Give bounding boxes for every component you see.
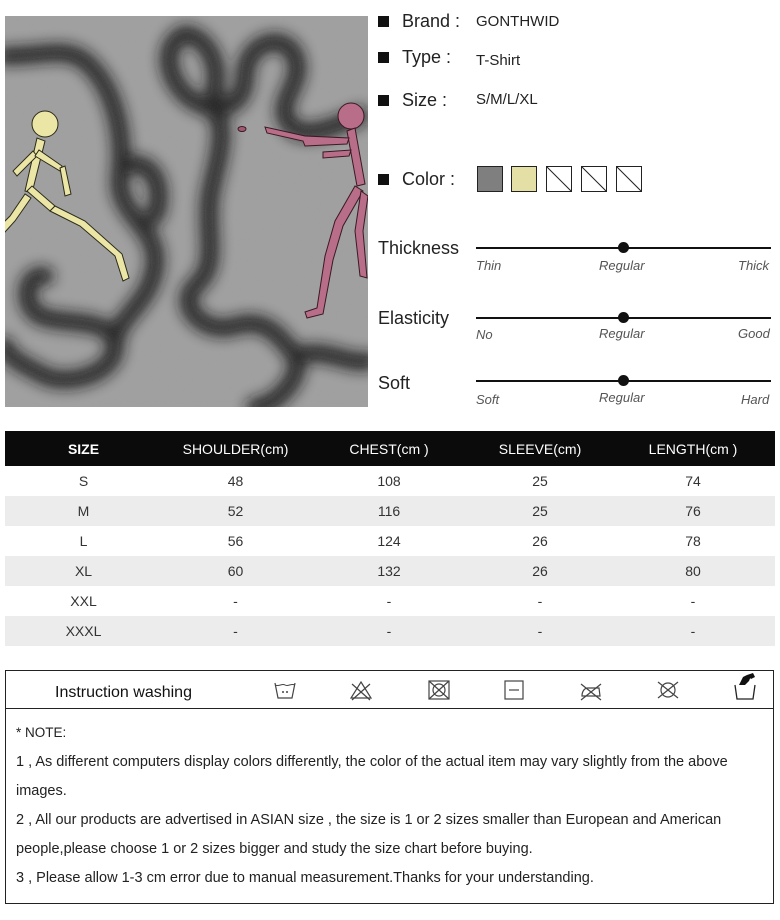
bullet-icon <box>378 95 389 106</box>
table-cell: 78 <box>685 533 701 549</box>
table-cell: 60 <box>162 556 309 586</box>
table-cell: 80 <box>611 556 775 586</box>
spec-brand <box>378 11 460 32</box>
table-cell: 25 <box>532 473 548 489</box>
header-chest: CHEST(cm ) <box>309 431 469 466</box>
line-dry-icon <box>502 678 526 702</box>
note-line-3: 3 , Please allow 1-3 cm error due to manual measurement.Thanks for your understanding. <box>16 870 594 886</box>
scale-right-tick: Good <box>738 326 770 341</box>
table-cell: 52 <box>162 496 309 526</box>
iron-low-icon <box>579 678 603 702</box>
note-line-1b: images. <box>16 783 67 799</box>
bullet-icon <box>378 52 389 63</box>
note-line-2: 2 , All our products are advertised in ASIAN size , the size is 1 or 2 sizes smaller than European and American <box>16 812 722 828</box>
type-value: T-Shirt <box>476 52 521 69</box>
table-cell: 76 <box>611 496 775 526</box>
color-swatch-empty[interactable] <box>546 166 572 192</box>
table-row <box>5 556 775 586</box>
table-cell: - <box>233 593 238 609</box>
scale-right-tick: Thick <box>738 258 770 273</box>
scale-marker <box>618 375 629 386</box>
size-chart-table <box>5 431 775 646</box>
spec-color <box>378 169 455 190</box>
do-not-tumble-dry-icon <box>427 678 451 702</box>
header-length: LENGTH(cm ) <box>611 431 775 466</box>
note-line-2b: people,please choose 1 or 2 sizes bigger and study the size chart before buying. <box>16 841 533 857</box>
table-cell: 74 <box>685 473 701 489</box>
table-cell: - <box>386 593 392 609</box>
table-cell: S <box>78 473 89 489</box>
table-cell: - <box>469 616 611 646</box>
scale-middle-tick: Regular <box>599 326 645 341</box>
table-row <box>5 526 775 556</box>
scale-marker <box>618 242 629 253</box>
color-swatch-empty[interactable] <box>616 166 642 192</box>
header-sleeve: SLEEVE(cm) <box>469 431 611 466</box>
scale-left-tick: Soft <box>476 392 500 407</box>
type-label: Type : <box>402 47 452 67</box>
brand-label: Brand : <box>402 11 461 31</box>
table-cell: XL <box>5 556 162 586</box>
do-not-dry-clean-icon <box>656 678 680 702</box>
table-row <box>5 616 775 646</box>
table-cell: L <box>79 533 88 549</box>
spec-size <box>378 90 447 111</box>
table-row <box>5 466 775 496</box>
product-specs <box>378 0 778 420</box>
bullet-icon <box>378 16 389 27</box>
header-shoulder: SHOULDER(cm) <box>162 431 309 466</box>
brand-value: GONTHWID <box>476 13 560 30</box>
table-cell: - <box>162 616 309 646</box>
notes-section <box>5 709 774 904</box>
table-cell: - <box>309 616 469 646</box>
soft-label: Soft <box>378 373 411 393</box>
table-header-row <box>5 431 775 466</box>
scale-middle-tick: Regular <box>599 390 645 405</box>
table-cell: 48 <box>227 473 244 489</box>
table-cell: 108 <box>377 473 401 489</box>
note-heading: * NOTE: <box>16 725 67 740</box>
table-cell: 26 <box>469 556 611 586</box>
elasticity-label: Elasticity <box>378 308 450 328</box>
hand-wash-30-icon <box>273 678 297 702</box>
color-label: Color : <box>402 169 456 189</box>
table-cell: 132 <box>309 556 469 586</box>
thickness-label: Thickness <box>378 238 460 258</box>
table-cell: 25 <box>469 496 611 526</box>
table-cell: XXL <box>70 593 97 609</box>
table-cell: 26 <box>532 533 548 549</box>
scale-middle-tick: Regular <box>599 258 645 273</box>
scale-left-tick: Thin <box>476 258 502 273</box>
note-line-1: 1 , As different computers display colors differently, the color of the actual item may vary slightly from the above <box>16 754 728 770</box>
table-cell: 124 <box>377 533 401 549</box>
table-row <box>5 496 775 526</box>
size-label: Size : <box>402 90 448 110</box>
washing-title: Instruction washing <box>55 684 192 701</box>
do-not-bleach-icon <box>349 678 373 702</box>
table-cell: M <box>5 496 162 526</box>
table-cell: - <box>611 616 775 646</box>
color-swatch-yellow[interactable] <box>511 166 537 192</box>
spec-type <box>378 47 451 68</box>
hand-wash-icon <box>733 673 757 701</box>
product-photo <box>5 16 368 407</box>
table-cell: 56 <box>227 533 244 549</box>
table-cell: 116 <box>309 496 469 526</box>
header-size: SIZE <box>5 431 162 466</box>
scale-left-tick: No <box>476 327 493 342</box>
table-cell: XXXL <box>5 616 162 646</box>
scale-right-tick: Hard <box>741 392 770 407</box>
washing-instructions <box>5 670 774 709</box>
color-swatch-gray[interactable] <box>477 166 503 192</box>
table-cell: - <box>690 593 696 609</box>
table-row <box>5 586 775 616</box>
size-value: S/M/L/XL <box>476 91 538 108</box>
scale-marker <box>618 312 629 323</box>
bullet-icon <box>378 174 389 185</box>
table-cell: - <box>537 593 543 609</box>
color-swatch-empty[interactable] <box>581 166 607 192</box>
